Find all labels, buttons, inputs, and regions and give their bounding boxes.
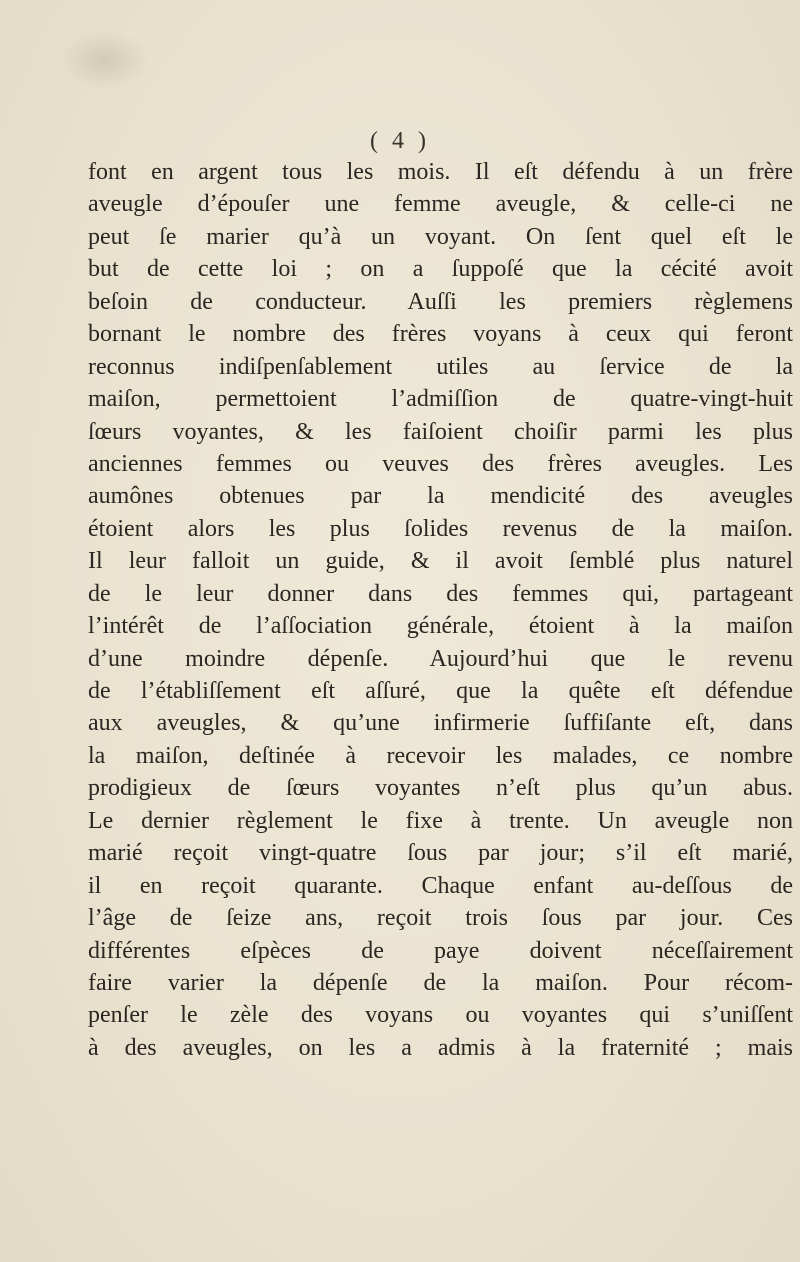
- text-line: de le leur donner dans des femmes qui, partageant: [88, 580, 793, 607]
- text-line: il en reçoit quarante. Chaque enfant au-deſſous de: [88, 872, 793, 899]
- text-line: peut ſe marier qu’à un voyant. On ſent quel eſt le: [88, 223, 793, 250]
- text-line: prodigieux de ſœurs voyantes n’eſt plus qu’un abus.: [88, 775, 793, 802]
- paper-stain: [60, 30, 150, 90]
- text-line: but de cette loi ; on a ſuppoſé que la cécité avoit: [88, 256, 793, 283]
- text-line: marié reçoit vingt-quatre ſous par jour; s’il eſt marié,: [88, 840, 793, 867]
- text-line: aveugle d’épouſer une femme aveugle, & celle-ci ne: [88, 191, 793, 218]
- page-number: ( 4 ): [370, 128, 430, 154]
- text-line: l’intérêt de l’aſſociation générale, étoient à la maiſon: [88, 613, 793, 640]
- text-line: maiſon, permettoient l’admiſſion de quatre-vingt-huit: [88, 386, 793, 413]
- text-line: à des aveugles, on les a admis à la fraternité ; mais: [88, 1034, 793, 1061]
- text-line: Il leur falloit un guide, & il avoit ſemblé plus naturel: [88, 548, 793, 575]
- text-line: Le dernier règlement le fixe à trente. Un aveugle non: [88, 807, 793, 834]
- text-line: faire varier la dépenſe de la maiſon. Pour récom-: [88, 969, 793, 996]
- text-line: font en argent tous les mois. Il eſt défendu à un frère: [88, 159, 793, 185]
- text-line: l’âge de ſeize ans, reçoit trois ſous par jour. Ces: [88, 905, 793, 932]
- body-text: [88, 156, 793, 1064]
- text-line: aux aveugles, & qu’une infirmerie ſuffiſante eſt, dans: [88, 710, 793, 737]
- text-line: anciennes femmes ou veuves des frères aveugles. Les: [88, 450, 793, 477]
- text-line: reconnus indiſpenſablement utiles au ſervice de la: [88, 353, 793, 380]
- text-line: d’une moindre dépenſe. Aujourd’hui que le revenu: [88, 645, 793, 672]
- text-line: la maiſon, deſtinée à recevoir les malades, ce nombre: [88, 742, 793, 769]
- text-line: aumônes obtenues par la mendicité des aveugles: [88, 483, 793, 510]
- text-line: beſoin de conducteur. Auſſi les premiers règlemens: [88, 288, 793, 315]
- text-line: étoient alors les plus ſolides revenus de la maiſon.: [88, 515, 793, 542]
- text-line: bornant le nombre des frères voyans à ceux qui feront: [88, 321, 793, 348]
- text-line: différentes eſpèces de paye doivent néceſſairement: [88, 937, 793, 964]
- text-line: ſœurs voyantes, & les faiſoient choiſir parmi les plus: [88, 418, 793, 445]
- text-line: penſer le zèle des voyans ou voyantes qui s’uniſſent: [88, 1002, 793, 1029]
- text-line: de l’établiſſement eſt aſſuré, que la quête eſt défendue: [88, 678, 793, 704]
